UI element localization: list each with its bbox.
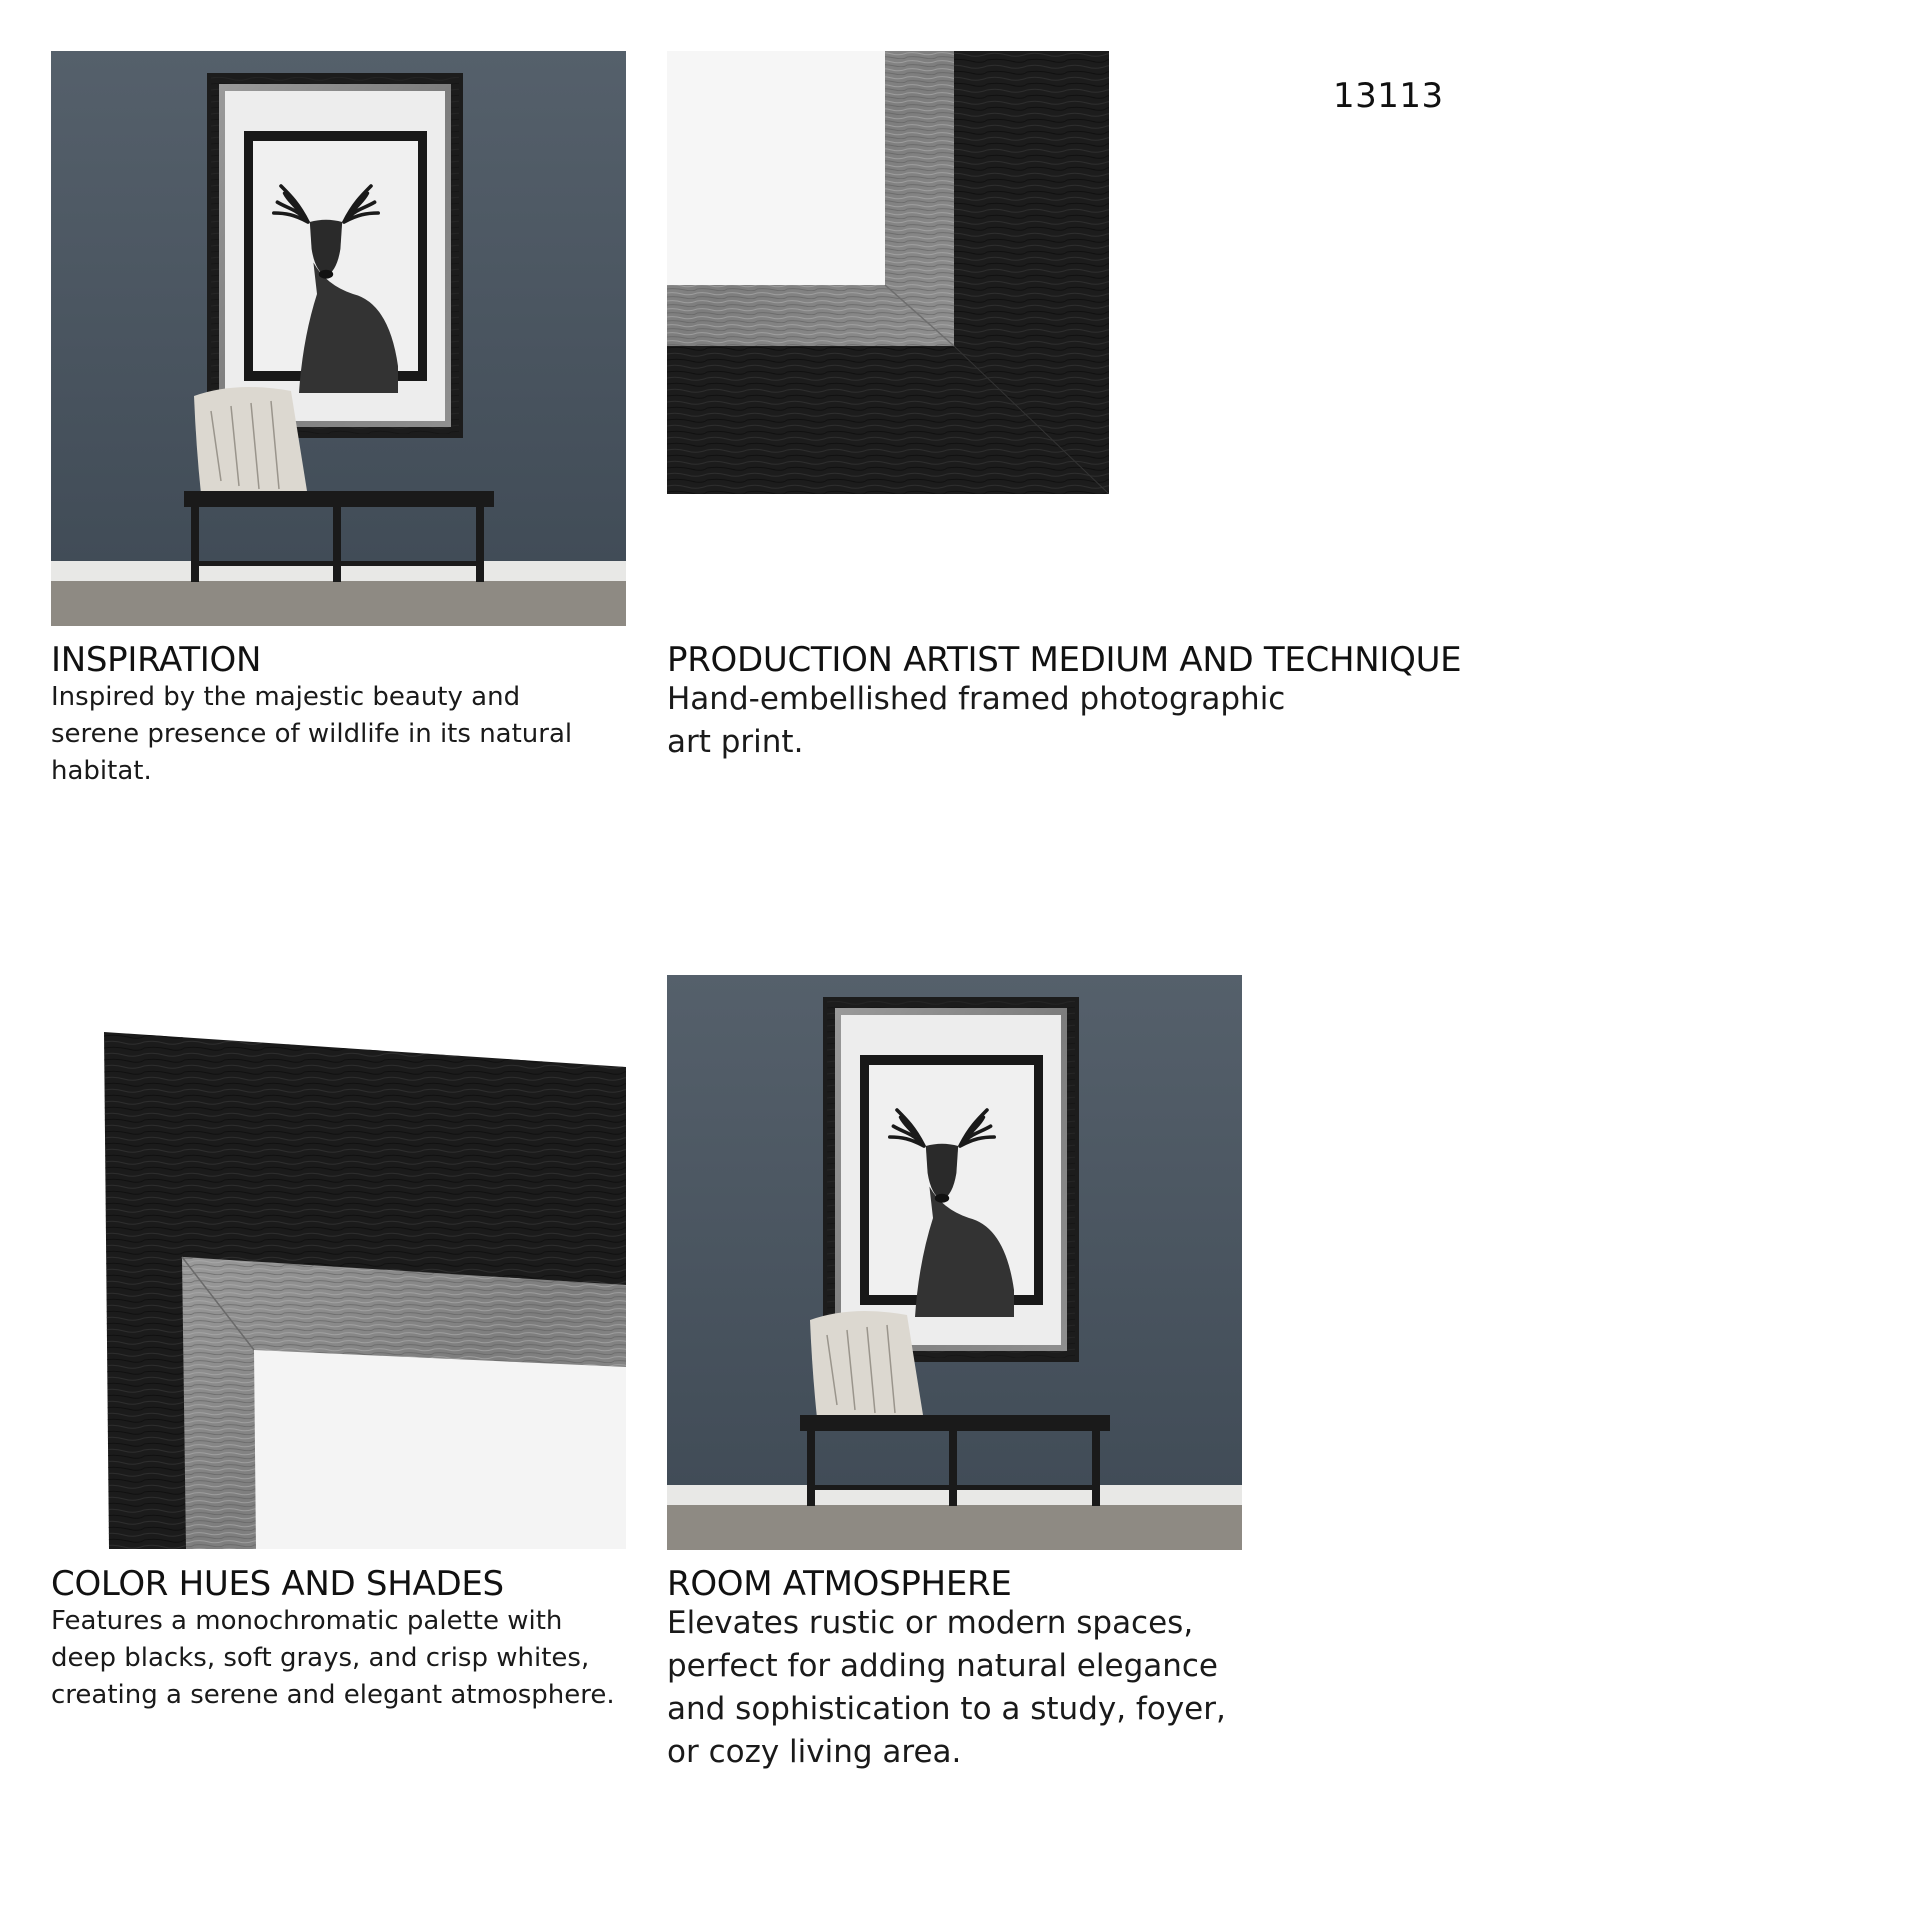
room-text: Elevates rustic or modern spaces, perfect for adding natural elegance and sophistication to a study, foyer, or cozy living area. bbox=[667, 1605, 1226, 1770]
color-text: Features a monochromatic palette with deep blacks, soft grays, and crisp whites, creating a serene and elegant atmosphere. bbox=[51, 1606, 615, 1710]
production-text-line1: Hand-embellished framed photographic bbox=[667, 681, 1286, 717]
production-heading: PRODUCTION ARTIST MEDIUM AND TECHNIQUE bbox=[667, 640, 1462, 680]
sku-number: 13113 bbox=[1333, 76, 1444, 116]
color-heading: COLOR HUES AND SHADES bbox=[51, 1564, 504, 1604]
room-heading: ROOM ATMOSPHERE bbox=[667, 1564, 1012, 1604]
inspiration-text: Inspired by the majestic beauty and serene presence of wildlife in its natural habitat. bbox=[51, 682, 573, 786]
production-text-line2: art print. bbox=[667, 724, 804, 760]
room-photo-1 bbox=[51, 51, 626, 626]
corner-closeup-photo bbox=[104, 1027, 626, 1549]
corner-detail-photo bbox=[667, 51, 1109, 494]
room-photo-2 bbox=[667, 975, 1242, 1550]
inspiration-heading: INSPIRATION bbox=[51, 640, 262, 680]
